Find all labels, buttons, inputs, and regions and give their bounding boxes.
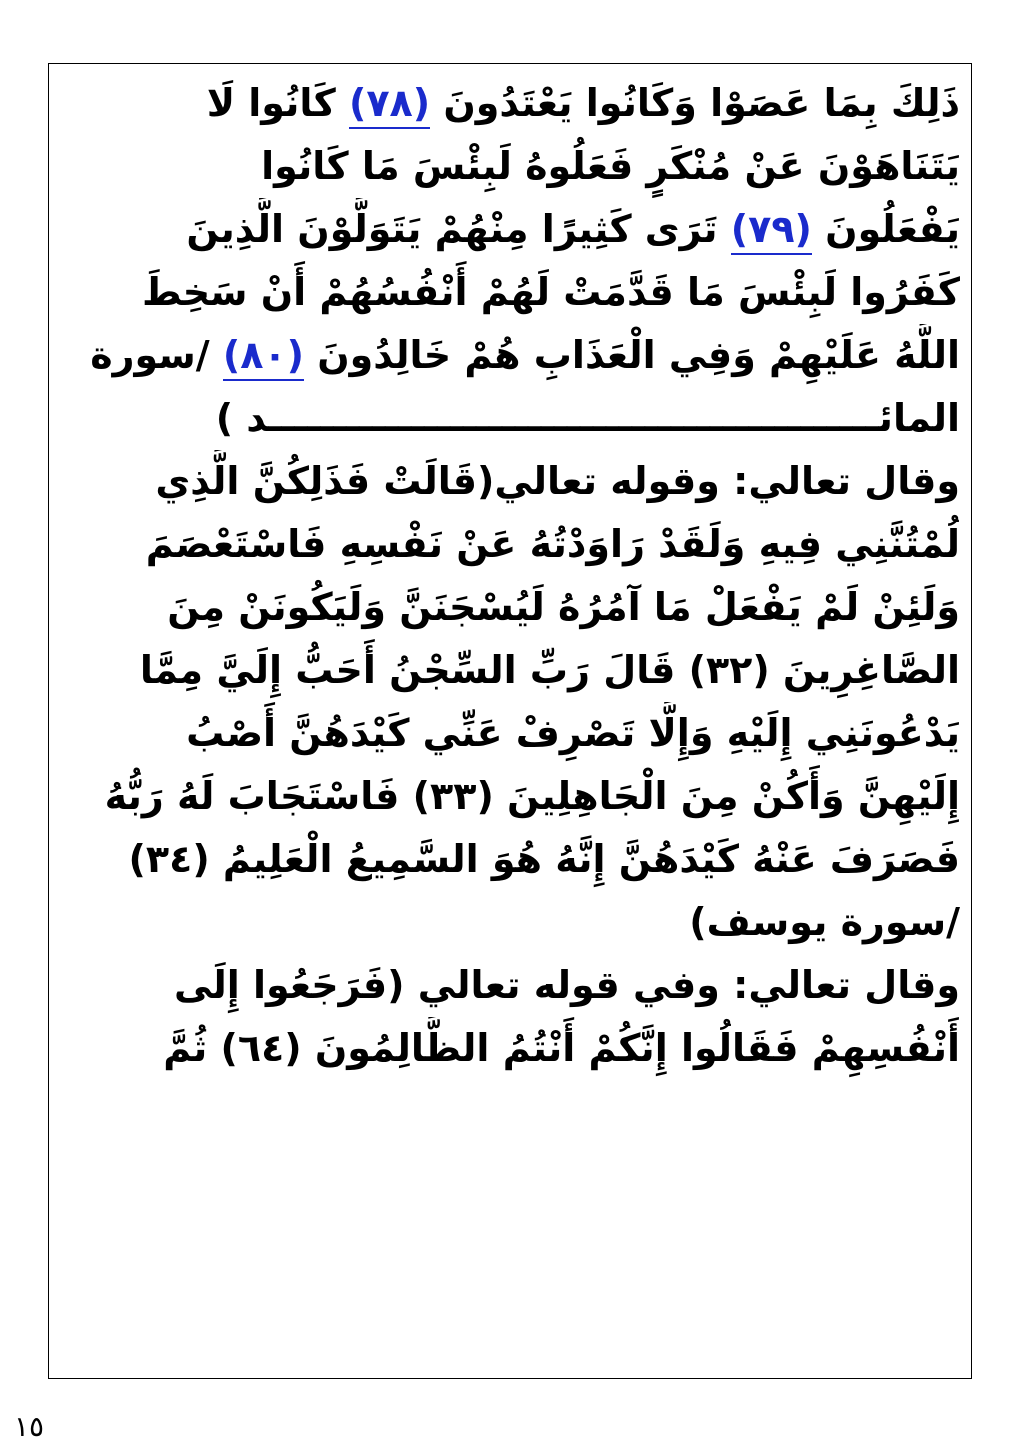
text-line-8: لُمْتُنَّنِي فِيهِ وَلَقَدْ رَاوَدْتُهُ عَنْ نَفْسِهِ فَاسْتَعْصَمَ [145, 522, 960, 566]
text-line-11: يَدْعُونَنِي إِلَيْهِ وَإِلَّا تَصْرِفْ عَنِّي كَيْدَهُنَّ أَصْبُ [186, 711, 960, 755]
text-line-14: /سورة يوسف) [689, 900, 960, 944]
text-line-7: وقال تعالي: وقوله تعالي(قَالَتْ فَذَلِكُنَّ الَّذِي [155, 459, 960, 503]
text-line-6: المائـــــــــــــــــــــــــــــــــــــــــــــــد ) [215, 396, 960, 440]
text-line-1: ذَلِكَ بِمَا عَصَوْا وَكَانُوا يَعْتَدُونَ (٧٨) كَانُوا لَا [60, 72, 960, 135]
text-line-10: الصَّاغِرِينَ (٣٢) قَالَ رَبِّ السِّجْنُ أَحَبُّ إِلَيَّ مِمَّا [139, 648, 960, 692]
verse-number-78: (٧٨) [349, 81, 430, 129]
text-line-3: يَفْعَلُونَ (٧٩) تَرَى كَثِيرًا مِنْهُمْ يَتَوَلَّوْنَ الَّذِينَ [60, 198, 960, 261]
text-line-16: أَنْفُسِهِمْ فَقَالُوا إِنَّكُمْ أَنْتُمُ الظَّالِمُونَ (٦٤) ثُمَّ [163, 1026, 960, 1070]
text-line-2: يَتَنَاهَوْنَ عَنْ مُنْكَرٍ فَعَلُوهُ لَبِئْسَ مَا كَانُوا [261, 144, 960, 188]
text-line-9: وَلَئِنْ لَمْ يَفْعَلْ مَا آمُرُهُ لَيُسْجَنَنَّ وَلَيَكُونَنْ مِنَ [167, 585, 960, 629]
text-line-15: وقال تعالي: وفي قوله تعالي (فَرَجَعُوا إِلَى [174, 963, 960, 1007]
text-line-12: إِلَيْهِنَّ وَأَكُنْ مِنَ الْجَاهِلِينَ (٣٣) فَاسْتَجَابَ لَهُ رَبُّهُ [104, 774, 960, 818]
arabic-text-body [60, 72, 960, 1080]
verse-number-79: (٧٩) [731, 207, 812, 255]
text-line-13: فَصَرَفَ عَنْهُ كَيْدَهُنَّ إِنَّهُ هُوَ السَّمِيعُ الْعَلِيمُ (٣٤) [128, 837, 960, 881]
text-line-4: كَفَرُوا لَبِئْسَ مَا قَدَّمَتْ لَهُمْ أَنْفُسُهُمْ أَنْ سَخِطَ [142, 270, 960, 314]
page-number: ١٥ [14, 1410, 45, 1443]
verse-number-80: (٨٠) [223, 333, 304, 381]
text-line-5: اللَّهُ عَلَيْهِمْ وَفِي الْعَذَابِ هُمْ خَالِدُونَ (٨٠) /سورة [60, 324, 960, 387]
